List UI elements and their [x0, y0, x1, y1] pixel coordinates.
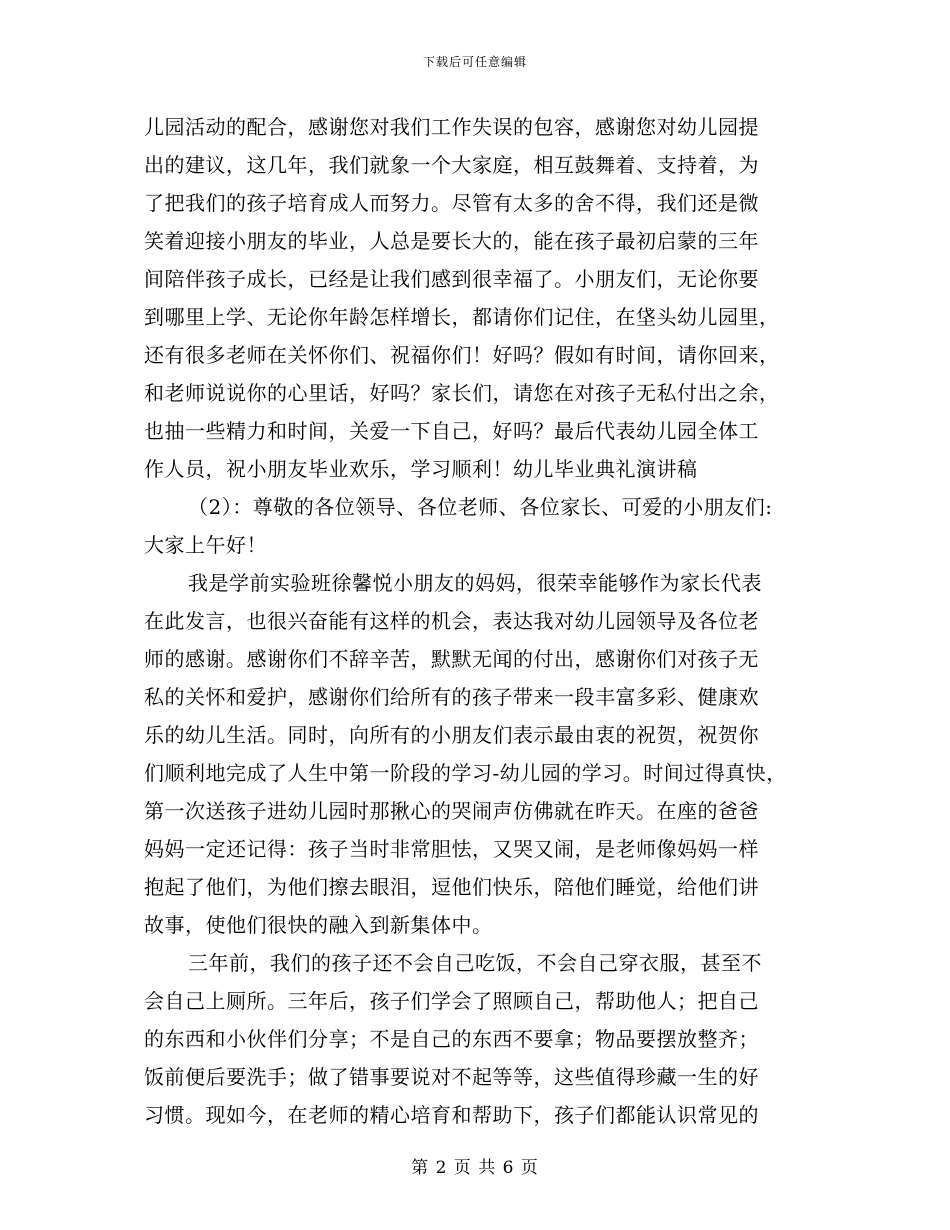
text-line: 还有很多老师在关怀你们、祝福你们！好吗？假如有时间，请你回来， — [144, 343, 780, 367]
text-line: 到哪里上学、无论你年龄怎样增长，都请你们记住，在垡头幼儿园里， — [144, 305, 780, 329]
text-line: 三年前，我们的孩子还不会自己吃饭，不会自己穿衣服，甚至不 — [188, 951, 762, 975]
text-line: 间陪伴孩子成长，已经是让我们感到很幸福了。小朋友们，无论你要 — [144, 267, 759, 291]
text-line: 儿园活动的配合，感谢您对我们工作失误的包容，感谢您对幼儿园提 — [144, 115, 759, 139]
text-line: 也抽一些精力和时间，关爱一下自己，好吗？最后代表幼儿园全体工 — [144, 419, 759, 443]
document-body — [144, 108, 824, 1134]
text-line: 大家上午好！ — [144, 533, 267, 557]
text-line: 出的建议，这几年，我们就象一个大家庭，相互鼓舞着、支持着，为 — [144, 153, 759, 177]
text-line: 了把我们的孩子培育成人而努力。尽管有太多的舍不得，我们还是微 — [144, 191, 759, 215]
text-line: 在此发言，也很兴奋能有这样的机会，表达我对幼儿园领导及各位老 — [144, 609, 759, 633]
text-line: 的东西和小伙伴们分享；不是自己的东西不要拿；物品要摆放整齐； — [144, 1027, 759, 1051]
page-number: 第 2 页 共 6 页 — [411, 1158, 539, 1178]
text-line: 乐的幼儿生活。同时，向所有的小朋友们表示最由衷的祝贺，祝贺你 — [144, 723, 759, 747]
text-line: 师的感谢。感谢你们不辞辛苦，默默无闻的付出，感谢你们对孩子无 — [144, 647, 759, 671]
text-line: 私的关怀和爱护，感谢你们给所有的孩子带来一段丰富多彩、健康欢 — [144, 685, 759, 709]
text-line: 饭前便后要洗手；做了错事要说对不起等等，这些值得珍藏一生的好 — [144, 1065, 759, 1089]
page-header-note: 下载后可任意编辑 — [422, 55, 527, 69]
text-line: 抱起了他们，为他们擦去眼泪，逗他们快乐，陪他们睡觉，给他们讲 — [144, 875, 759, 899]
text-line: 故事，使他们很快的融入到新集体中。 — [144, 913, 493, 937]
text-line: 作人员，祝小朋友毕业欢乐，学习顺利！幼儿毕业典礼演讲稿 — [144, 457, 698, 481]
text-line: 会自己上厕所。三年后，孩子们学会了照顾自己，帮助他人；把自己 — [144, 989, 759, 1013]
text-line: 们顺利地完成了人生中第一阶段的学习-幼儿园的学习。时间过得真快， — [144, 761, 787, 785]
text-line: （2）：尊敬的各位领导、各位老师、各位家长、可爱的小朋友们: — [188, 495, 773, 519]
text-line: 妈妈一定还记得：孩子当时非常胆怯，又哭又闹，是老师像妈妈一样 — [144, 837, 759, 861]
text-line: 和老师说说你的心里话，好吗？家长们，请您在对孩子无私付出之余， — [144, 381, 780, 405]
text-line: 笑着迎接小朋友的毕业，人总是要长大的，能在孩子最初启蒙的三年 — [144, 229, 759, 253]
text-line: 习惯。现如今，在老师的精心培育和帮助下，孩子们都能认识常见的 — [144, 1103, 759, 1127]
text-line: 第一次送孩子进幼儿园时那揪心的哭闹声仿佛就在昨天。在座的爸爸 — [144, 799, 759, 823]
text-line: 我是学前实验班徐馨悦小朋友的妈妈，很荣幸能够作为家长代表 — [188, 571, 762, 595]
